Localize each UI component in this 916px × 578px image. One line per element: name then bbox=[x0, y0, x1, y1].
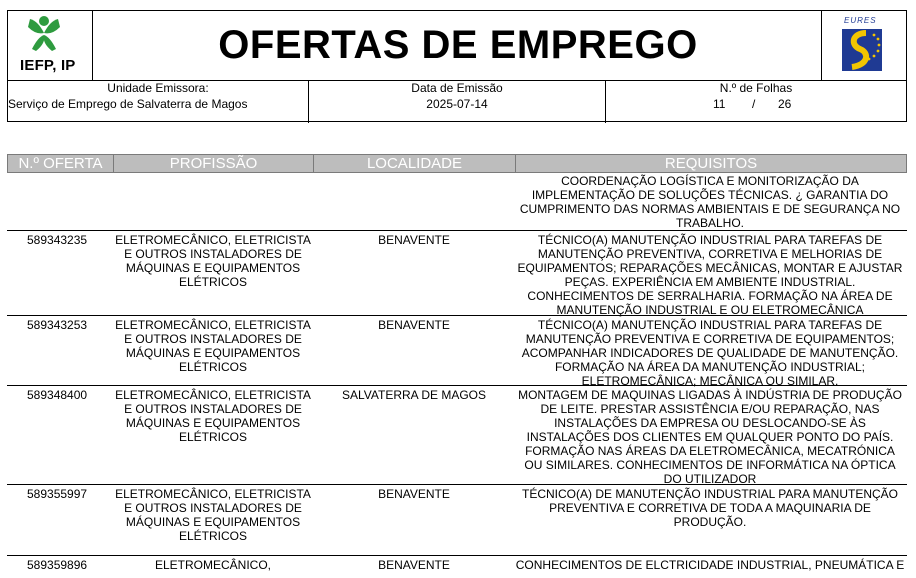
col-header-offer-number: N.º OFERTA bbox=[8, 155, 114, 172]
document-header bbox=[7, 10, 907, 122]
sheet-separator: / bbox=[752, 97, 756, 111]
offer-number: 589343253 bbox=[27, 318, 88, 332]
offer-number: 589348400 bbox=[27, 388, 88, 402]
issue-date-label: Data de Emissão bbox=[411, 81, 503, 95]
iefp-logo-icon bbox=[8, 11, 93, 59]
col-header-requirements: REQUISITOS bbox=[664, 155, 758, 172]
eures-logo-text: EURES bbox=[844, 16, 877, 25]
issuing-unit-value: Serviço de Emprego de Salvaterra de Magos bbox=[8, 97, 248, 111]
offer-location: BENAVENTE bbox=[378, 233, 450, 247]
offer-requirements: MONTAGEM DE MAQUINAS LIGADAS À INDÚSTRIA DE PRODUÇÃO DE LEITE. PRESTAR ASSISTÊNCIA E/OU REPARAÇÃO, NAS INSTALAÇÕES DA EMPRESA OU DESLOCANDO-SE ÀS INSTALAÇÕES DOS CLIENTES EM QUALQUER PONTO DO PAÍS. FORMAÇÃO NAS ÁREAS DA ELETROMECÂNICA, MECATRÓNICA OU SIMILARES. CONHECIMENTOS DE INFORMÁTICA NA ÓPTICA DO UTILIZADOR bbox=[518, 388, 902, 486]
offer-number: 589343235 bbox=[27, 233, 88, 247]
table-row bbox=[7, 556, 907, 576]
offer-requirements: TÉCNICO(A) MANUTENÇÃO INDUSTRIAL PARA TAREFAS DE MANUTENÇÃO PREVENTIVA E CORRETIVA DE EQUIPAMENTOS; ACOMPANHAR INDICADORES DE QUALIDADE DE MANUTENÇÃO. FORMAÇÃO NA ÁREA DA MANUTENÇÃO INDUSTRIAL; ELETROMECÂNICA; MECÂNICA OU SIMILAR. bbox=[521, 318, 899, 388]
offer-location: BENAVENTE bbox=[378, 558, 450, 572]
offer-profession: ELETROMECÂNICO, ELETRICISTA E OUTROS INSTALADORES DE MÁQUINAS E EQUIPAMENTOS ELÉTRICOS bbox=[115, 487, 311, 543]
issue-date-value: 2025-07-14 bbox=[426, 97, 488, 111]
offer-profession: ELETROMECÂNICO, ELETRICISTA E OUTROS INSTALADORES DE MÁQUINAS E EQUIPAMENTOS ELÉTRICOS bbox=[115, 318, 311, 374]
offer-number: 589359896 bbox=[27, 558, 88, 572]
col-header-location: LOCALIDADE bbox=[314, 155, 516, 172]
total-sheets: 26 bbox=[778, 97, 792, 111]
sheet-count-cell bbox=[606, 81, 906, 123]
iefp-logo-text: IEFP, IP bbox=[20, 57, 76, 74]
table-header bbox=[7, 154, 907, 173]
sheet-count-label: N.º de Folhas bbox=[719, 81, 793, 95]
issue-date-cell bbox=[309, 81, 606, 123]
header-meta-row bbox=[8, 80, 906, 122]
offer-location: BENAVENTE bbox=[378, 487, 450, 501]
table-row bbox=[7, 485, 907, 556]
eures-logo bbox=[821, 11, 906, 80]
offer-profession: ELETROMECÂNICO, bbox=[154, 558, 271, 572]
offer-requirements: TÉCNICO(A) DE MANUTENÇÃO INDUSTRIAL PARA MANUTENÇÃO PREVENTIVA E CORRETIVA DE TODA A MAQUINARIA DE PRODUÇÃO. bbox=[521, 487, 899, 529]
offer-requirements: COORDENAÇÃO LOGÍSTICA E MONITORIZAÇÃO DA IMPLEMENTAÇÃO DE SOLUÇÕES TÉCNICAS. ¿ GARANTIA DO CUMPRIMENTO DAS NORMAS AMBIENTAIS E DE SEGURANÇA NO TRABALHO. bbox=[519, 174, 901, 230]
iefp-logo bbox=[8, 11, 93, 80]
issuing-unit-cell bbox=[8, 81, 309, 123]
offer-location: SALVATERRA DE MAGOS bbox=[341, 388, 487, 402]
table-row bbox=[7, 316, 907, 386]
offer-requirements: TÉCNICO(A) MANUTENÇÃO INDUSTRIAL PARA TAREFAS DE MANUTENÇÃO PREVENTIVA, CORRETIVA E MELHORIAS DE EQUIPAMENTOS; REPARAÇÕES MECÂNICAS, MONTAR E AJUSTAR PEÇAS. EXPERIÊNCIA EM AMBIENTE INDUSTRIAL. CONHECIMENTOS DE SERRALHARIA. FORMAÇÃO NA ÁREA DE MANUTENÇÃO INDUSTRIAL E OU ELETROMECÂNICA bbox=[517, 233, 903, 317]
table-row bbox=[7, 386, 907, 485]
page-title: OFERTAS DE EMPREGO bbox=[218, 23, 698, 67]
offer-requirements: CONHECIMENTOS DE ELCTRICIDADE INDUSTRIAL, PNEUMÁTICA E bbox=[515, 558, 905, 572]
eures-logo-icon bbox=[822, 11, 907, 80]
offer-profession: ELETROMECÂNICO, ELETRICISTA E OUTROS INSTALADORES DE MÁQUINAS E EQUIPAMENTOS ELÉTRICOS bbox=[115, 388, 311, 444]
table-row bbox=[7, 231, 907, 316]
col-header-profession: PROFISSÃO bbox=[114, 155, 314, 172]
offer-profession: ELETROMECÂNICO, ELETRICISTA E OUTROS INSTALADORES DE MÁQUINAS E EQUIPAMENTOS ELÉTRICOS bbox=[115, 233, 311, 289]
issuing-unit-label: Unidade Emissora: bbox=[107, 81, 209, 95]
table-row bbox=[7, 173, 907, 231]
offers-table-body bbox=[7, 173, 907, 576]
offer-location: BENAVENTE bbox=[378, 318, 450, 332]
offer-number: 589355997 bbox=[27, 487, 88, 501]
current-sheet: 11 bbox=[713, 97, 726, 111]
